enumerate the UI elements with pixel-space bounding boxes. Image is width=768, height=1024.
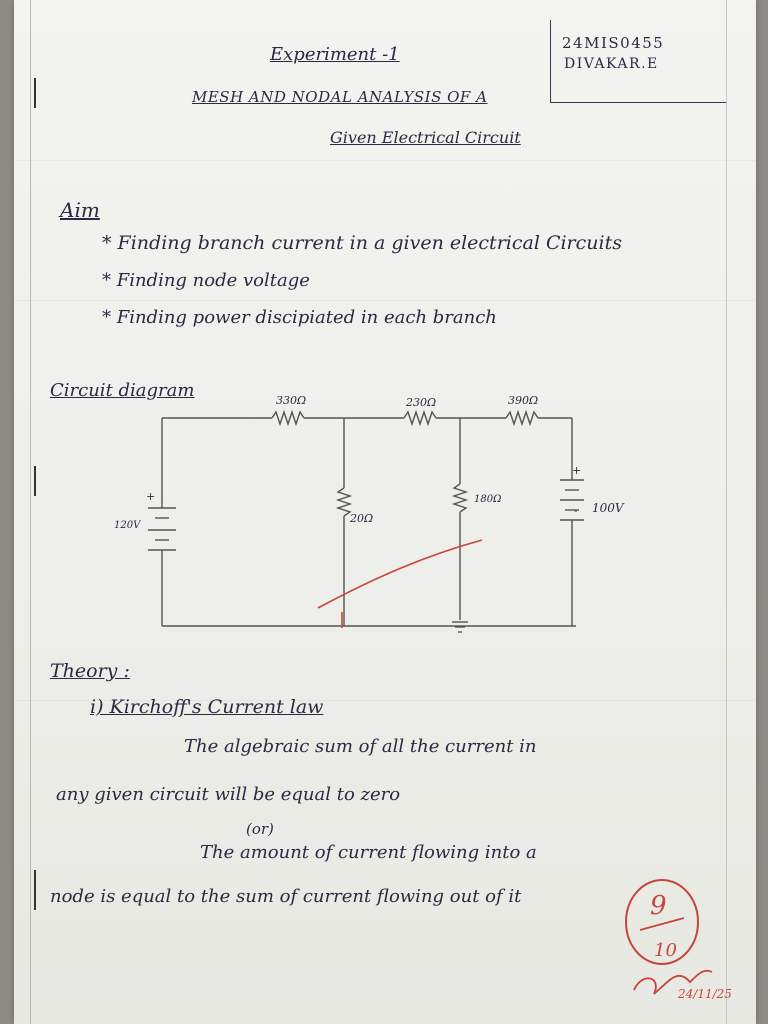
theory-line: The algebraic sum of all the current in	[184, 736, 537, 757]
binder-tick	[34, 466, 36, 496]
source-plus-sign: +	[146, 490, 156, 503]
theory-heading: Theory :	[50, 660, 130, 682]
experiment-number: Experiment -1	[270, 44, 400, 65]
experiment-title-line1: MESH AND NODAL ANALYSIS OF A	[192, 88, 488, 106]
aim-item: * Finding branch current in a given electrical Circuits	[102, 232, 622, 254]
aim-item: * Finding node voltage	[102, 270, 310, 291]
student-name: DIVAKAR.E	[564, 56, 659, 72]
signature-date: 24/11/25	[678, 987, 732, 1001]
source-120v-label: 120V	[114, 520, 141, 531]
aim-item: * Finding power discipiated in each branch	[102, 307, 497, 328]
theory-line: node is equal to the sum of current flowing out of it	[50, 886, 522, 907]
resistor-230-label: 230Ω	[406, 396, 437, 409]
source-100v-label: 100V	[592, 501, 624, 515]
experiment-title-line2: Given Electrical Circuit	[330, 128, 521, 147]
source-minus-sign: -	[574, 506, 578, 517]
theory-subheading: i) Kirchoff's Current law	[90, 696, 324, 718]
grade-score: 9	[650, 891, 667, 921]
source-plus-sign: +	[572, 464, 582, 477]
theory-line: The amount of current flowing into a	[200, 842, 537, 863]
roll-number: 24MIS0455	[562, 34, 665, 52]
circuit-heading: Circuit diagram	[50, 380, 195, 401]
grade-mark	[14, 0, 756, 1024]
aim-heading: Aim	[60, 198, 100, 222]
resistor-180-label: 180Ω	[474, 494, 502, 505]
theory-line: any given circuit will be equal to zero	[56, 784, 401, 805]
resistor-390-label: 390Ω	[508, 394, 539, 407]
theory-or: (or)	[246, 820, 274, 838]
resistor-20-label: 20Ω	[350, 512, 374, 525]
notebook-page	[14, 0, 756, 1024]
resistor-330-label: 330Ω	[276, 394, 307, 407]
binder-tick	[34, 78, 36, 108]
binder-tick	[34, 870, 36, 910]
grade-total: 10	[654, 940, 677, 961]
